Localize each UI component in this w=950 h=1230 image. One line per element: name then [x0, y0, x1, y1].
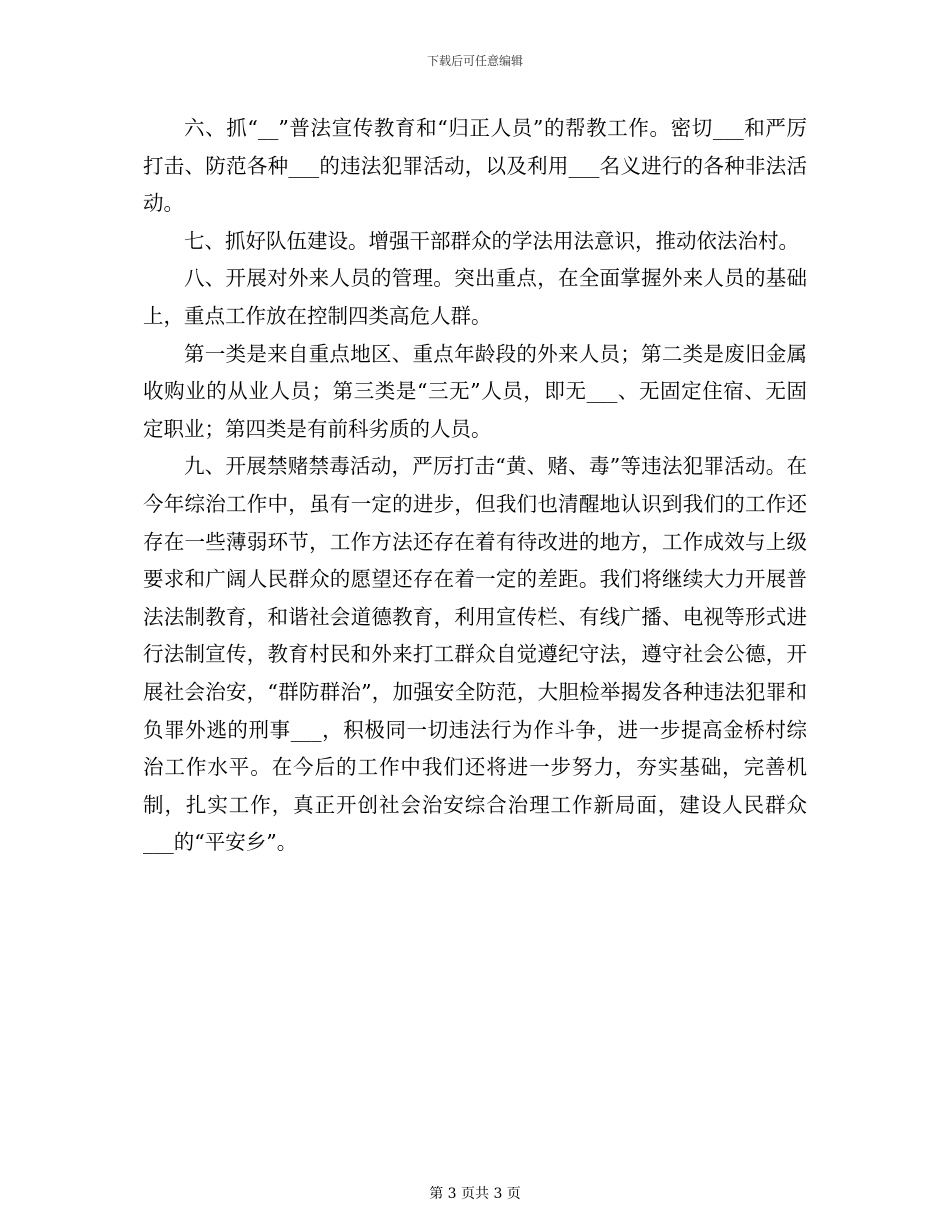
paragraph-6: 六、抓“__”普法宣传教育和“归正人员”的帮教工作。密切___和严厉打击、防范各种___的违法犯罪活动，以及利用___名义进行的各种非法活动。 [143, 116, 807, 216]
page-footer: 第 3 页共 3 页 [429, 1186, 521, 1202]
paragraph-categories: 第一类是来自重点地区、重点年龄段的外来人员；第二类是废旧金属收购业的从业人员；第三类是“三无”人员，即无___、无固定住宿、无固定职业；第四类是有前科劣质的人员。 [143, 341, 807, 441]
paragraph-8: 八、开展对外来人员的管理。突出重点，在全面掌握外来人员的基础上，重点工作放在控制四类高危人群。 [143, 266, 807, 328]
paragraph-9: 九、开展禁赌禁毒活动，严厉打击“黄、赌、毒”等违法犯罪活动。在今年综治工作中，虽有一定的进步，但我们也清醒地认识到我们的工作还存在一些薄弱环节，工作方法还存在着有待改进的地方，工作成效与上级要求和广阔人民群众的愿望还存在着一定的差距。我们将继续大力开展普法法制教育，和谐社会道德教育，利用宣传栏、有线广播、电视等形式进行法制宣传，教育村民和外来打工群众自觉遵纪守法，遵守社会公德，开展社会治安，“群防群治”，加强安全防范，大胆检举揭发各种违法犯罪和负罪外逃的刑事___，积极同一切违法行为作斗争，进一步提高金桥村综治工作水平。在今后的工作中我们还将进一步努力，夯实基础，完善机制，扎实工作，真正开创社会治安综合治理工作新局面，建设人民群众___的“平安乡”。 [143, 454, 807, 855]
paragraph-7: 七、抓好队伍建设。增强干部群众的学法用法意识，推动依法治村。 [184, 228, 799, 253]
document-body [143, 110, 807, 862]
page-header: 下载后可任意编辑 [426, 54, 523, 68]
